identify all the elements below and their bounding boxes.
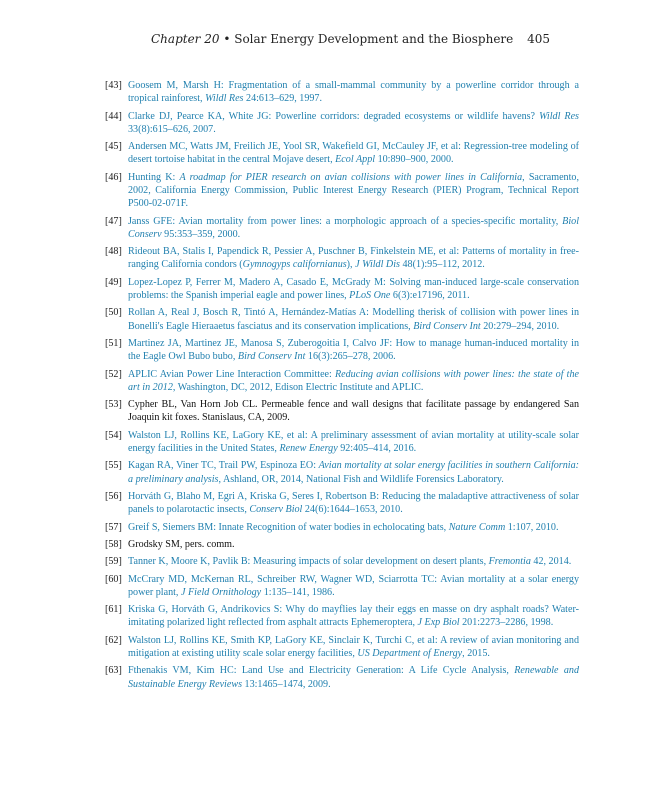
reference-item (105, 306, 579, 332)
reference-number: [60] (105, 573, 122, 585)
reference-part: Lopez-Lopez P, Ferrer M, Madero A, Casado E, McGrady M: Solving man-induced large-scale conservation problems: the Spanish imperial eagle and power lines, (128, 276, 579, 301)
reference-item (105, 79, 579, 105)
reference-text[interactable] (128, 521, 579, 534)
reference-part: Kriska G, Horváth G, Andrikovics S: Why do mayflies lay their eggs en masse on dry asphalt roads? Water-imitating polarized light reflected from asphalt attracts Ephemeroptera, (128, 604, 579, 629)
reference-number: [61] (105, 604, 122, 616)
reference-item (105, 603, 579, 629)
reference-item (105, 171, 579, 211)
reference-text[interactable] (128, 79, 579, 105)
reference-part: Martinez JA, Martinez JE, Manosa S, Zuberogoitia I, Calvo JF: How to manage human-induced mortality in the Eagle Owl Bubo bubo, (128, 337, 579, 363)
reference-italic-part: J Exp Biol (417, 617, 460, 629)
reference-italic-part: Biol Conserv (128, 215, 579, 240)
header-bullet: • (223, 32, 231, 46)
reference-text[interactable] (128, 306, 579, 332)
reference-text[interactable] (128, 490, 579, 516)
reference-part: 95:353–359, 2000. (161, 228, 241, 240)
reference-part: 1:135–141, 1986. (261, 586, 335, 598)
reference-number: [53] (105, 399, 122, 411)
reference-italic-part: Bird Conserv Int (237, 351, 306, 363)
reference-italic-part: Avian mortality at solar energy facilities in southern California: a preliminary analysis (128, 460, 579, 485)
reference-text[interactable] (128, 634, 579, 660)
reference-italic-part: PLoS One (349, 289, 391, 301)
reference-text[interactable] (128, 664, 579, 690)
reference-part: 24:613–629, 1997. (243, 93, 323, 105)
reference-number: [50] (105, 307, 122, 319)
chapter-title: Solar Energy Development and the Biosphere (234, 32, 514, 46)
reference-part: McCrary MD, McKernan RL, Schreiber RW, Wagner WD, Sciarrotta TC: Avian mortality at a solar energy power plant, (128, 573, 579, 598)
reference-text[interactable] (128, 215, 579, 241)
reference-part: Walston LJ, Rollins KE, Smith KP, LaGory KE, Sinclair K, Turchi C, et al: A review of avian monitoring and mitigation at existing utility scale solar energy facilities, (128, 634, 579, 660)
reference-item (105, 215, 579, 241)
reference-number: [62] (105, 634, 122, 646)
reference-part: 10:890–900, 2000. (375, 154, 454, 166)
reference-number: [52] (105, 368, 122, 380)
reference-part: 6(3):e17196, 2011. (390, 289, 470, 301)
reference-number: [51] (105, 337, 122, 349)
reference-text[interactable] (128, 140, 579, 166)
reference-part: ), (346, 259, 356, 271)
reference-item (105, 110, 579, 136)
reference-item (105, 140, 579, 166)
reference-part: Grodsky SM, pers. comm. (128, 538, 235, 550)
reference-item (105, 459, 579, 485)
reference-text[interactable] (128, 276, 579, 302)
reference-part: Goosem M, Marsh H: Fragmentation of a small-mammal community by a powerline corridor through a tropical rainforest, (128, 80, 579, 105)
reference-italic-part: Reducing avian collisions with power lines: the state of the art in 2012 (128, 368, 579, 393)
running-head (100, 32, 550, 46)
reference-part: 16(3):265–278, 2006. (305, 351, 396, 363)
reference-italic-part: Conserv Biol (249, 504, 303, 516)
reference-text[interactable] (128, 573, 579, 599)
reference-part: , 2015. (462, 648, 490, 660)
reference-italic-part: Gymnogyps californianus (242, 259, 347, 271)
reference-part: Clarke DJ, Pearce KA, White JG: Powerline corridors: degraded ecosystems or wildlife havens? (128, 110, 540, 122)
reference-text (128, 538, 579, 551)
reference-text[interactable] (128, 171, 579, 211)
reference-italic-part: Nature Comm (448, 521, 506, 533)
reference-part: 1:107, 2010. (505, 521, 559, 533)
reference-number: [48] (105, 246, 122, 258)
reference-part: 20:279–294, 2010. (480, 320, 560, 332)
reference-number: [45] (105, 141, 122, 153)
reference-text[interactable] (128, 555, 579, 568)
reference-part: Horváth G, Blaho M, Egri A, Kriska G, Seres I, Robertson B: Reducing the maladaptive attractiveness of solar panels to polarotactic insects, (128, 490, 579, 516)
reference-item (105, 245, 579, 271)
reference-text[interactable] (128, 429, 579, 455)
reference-text[interactable] (128, 110, 579, 136)
reference-number: [49] (105, 276, 122, 288)
reference-number: [63] (105, 665, 122, 677)
reference-item (105, 664, 579, 690)
reference-italic-part: Fremontia (488, 556, 531, 568)
reference-part: Rideout BA, Stalis I, Papendick R, Pessier A, Puschner B, Finkelstein ME, et al: Patterns of mortality in free-ranging California condors ( (128, 246, 579, 271)
reference-number: [59] (105, 556, 122, 568)
reference-text[interactable] (128, 603, 579, 629)
reference-text[interactable] (128, 368, 579, 394)
chapter-label: Chapter 20 (151, 32, 220, 46)
reference-item (105, 555, 579, 568)
reference-item (105, 538, 579, 551)
reference-part: Greif S, Siemers BM: Innate Recognition of water bodies in echolocating bats, (128, 521, 449, 533)
reference-italic-part: US Department of Energy (357, 648, 463, 660)
reference-part: 13:1465–1474, 2009. (242, 678, 331, 690)
reference-part: 92:405–414, 2016. (337, 442, 417, 454)
reference-item (105, 398, 579, 424)
reference-item (105, 337, 579, 363)
reference-item (105, 276, 579, 302)
reference-text[interactable] (128, 245, 579, 271)
reference-number: [44] (105, 110, 122, 122)
reference-part: Tanner K, Moore K, Pavlik B: Measuring impacts of solar development on desert plants, (128, 556, 489, 568)
reference-number: [56] (105, 490, 122, 502)
reference-part: Walston LJ, Rollins KE, LaGory KE, et al: A preliminary assessment of avian mortality at utility-scale solar energy facilities in the United States, (128, 429, 579, 454)
reference-part: , Sacramento, 2002, California Energy Commission, Public Interest Energy Research (PIER) Program, Technical Report P500-02-071F. (128, 171, 579, 210)
reference-text (128, 398, 579, 424)
reference-italic-part: Wildl Res (539, 110, 579, 122)
reference-italic-part: Bird Conserv Int (413, 320, 481, 332)
reference-item (105, 490, 579, 516)
reference-item (105, 634, 579, 660)
reference-part: Janss GFE: Avian mortality from power lines: a morphologic approach of a species-specific mortality, (128, 215, 563, 227)
reference-part: Rollan A, Real J, Bosch R, Tintó A, Hernández-Matías A: Modelling therisk of collision with power lines in Bonelli's Eagle Hieraaetus fasciatus and its conservation implications, (128, 307, 579, 332)
reference-number: [57] (105, 521, 122, 533)
reference-part: Hunting K: (128, 171, 180, 183)
reference-part: 33(8):615–626, 2007. (128, 123, 216, 135)
reference-part: , Washington, DC, 2012, Edison Electric Institute and APLIC. (172, 381, 424, 393)
reference-part: 42, 2014. (530, 556, 572, 568)
reference-list (105, 79, 579, 695)
reference-item (105, 368, 579, 394)
reference-part: 201:2273–2286, 1998. (459, 617, 554, 629)
reference-item (105, 521, 579, 534)
reference-italic-part: Renewable and Sustainable Energy Reviews (128, 665, 579, 690)
reference-italic-part: J Wildl Dis (355, 259, 400, 271)
reference-item (105, 429, 579, 455)
reference-italic-part: Renew Energy (279, 442, 338, 454)
reference-number: [54] (105, 429, 122, 441)
reference-part: 48(1):95–112, 2012. (399, 259, 485, 271)
reference-item (105, 573, 579, 599)
reference-part: , Ashland, OR, 2014, National Fish and Wildlife Forensics Laboratory. (218, 473, 504, 485)
reference-part: 24(6):1644–1653, 2010. (302, 504, 403, 516)
reference-number: [58] (105, 538, 122, 550)
reference-number: [55] (105, 460, 122, 472)
reference-part: Fthenakis VM, Kim HC: Land Use and Electricity Generation: A Life Cycle Analysis, (128, 665, 515, 677)
reference-text[interactable] (128, 337, 579, 363)
reference-number: [47] (105, 215, 122, 227)
reference-part: Kagan RA, Viner TC, Trail PW, Espinoza EO: (128, 460, 319, 472)
reference-italic-part: Wildl Res (205, 93, 244, 105)
reference-number: [46] (105, 171, 122, 183)
reference-part: Andersen MC, Watts JM, Freilich JE, Yool SR, Wakefield GI, McCauley JF, et al: Regression-tree modeling of desert tortoise habitat in the central Mojave desert, (128, 141, 579, 166)
reference-italic-part: Ecol Appl (335, 154, 376, 166)
reference-italic-part: A roadmap for PIER research on avian collisions with power lines in California (179, 171, 523, 183)
reference-part: APLIC Avian Power Line Interaction Committee: (128, 368, 335, 380)
reference-text[interactable] (128, 459, 579, 485)
reference-part: Cypher BL, Van Horn Job CL. Permeable fence and wall designs that facilitate passage by endangered San Joaquin kit foxes. Stanislaus, CA, 2009. (128, 399, 579, 424)
page-number: 405 (527, 32, 550, 46)
reference-number: [43] (105, 80, 122, 91)
reference-italic-part: J Field Ornithology (180, 586, 262, 598)
